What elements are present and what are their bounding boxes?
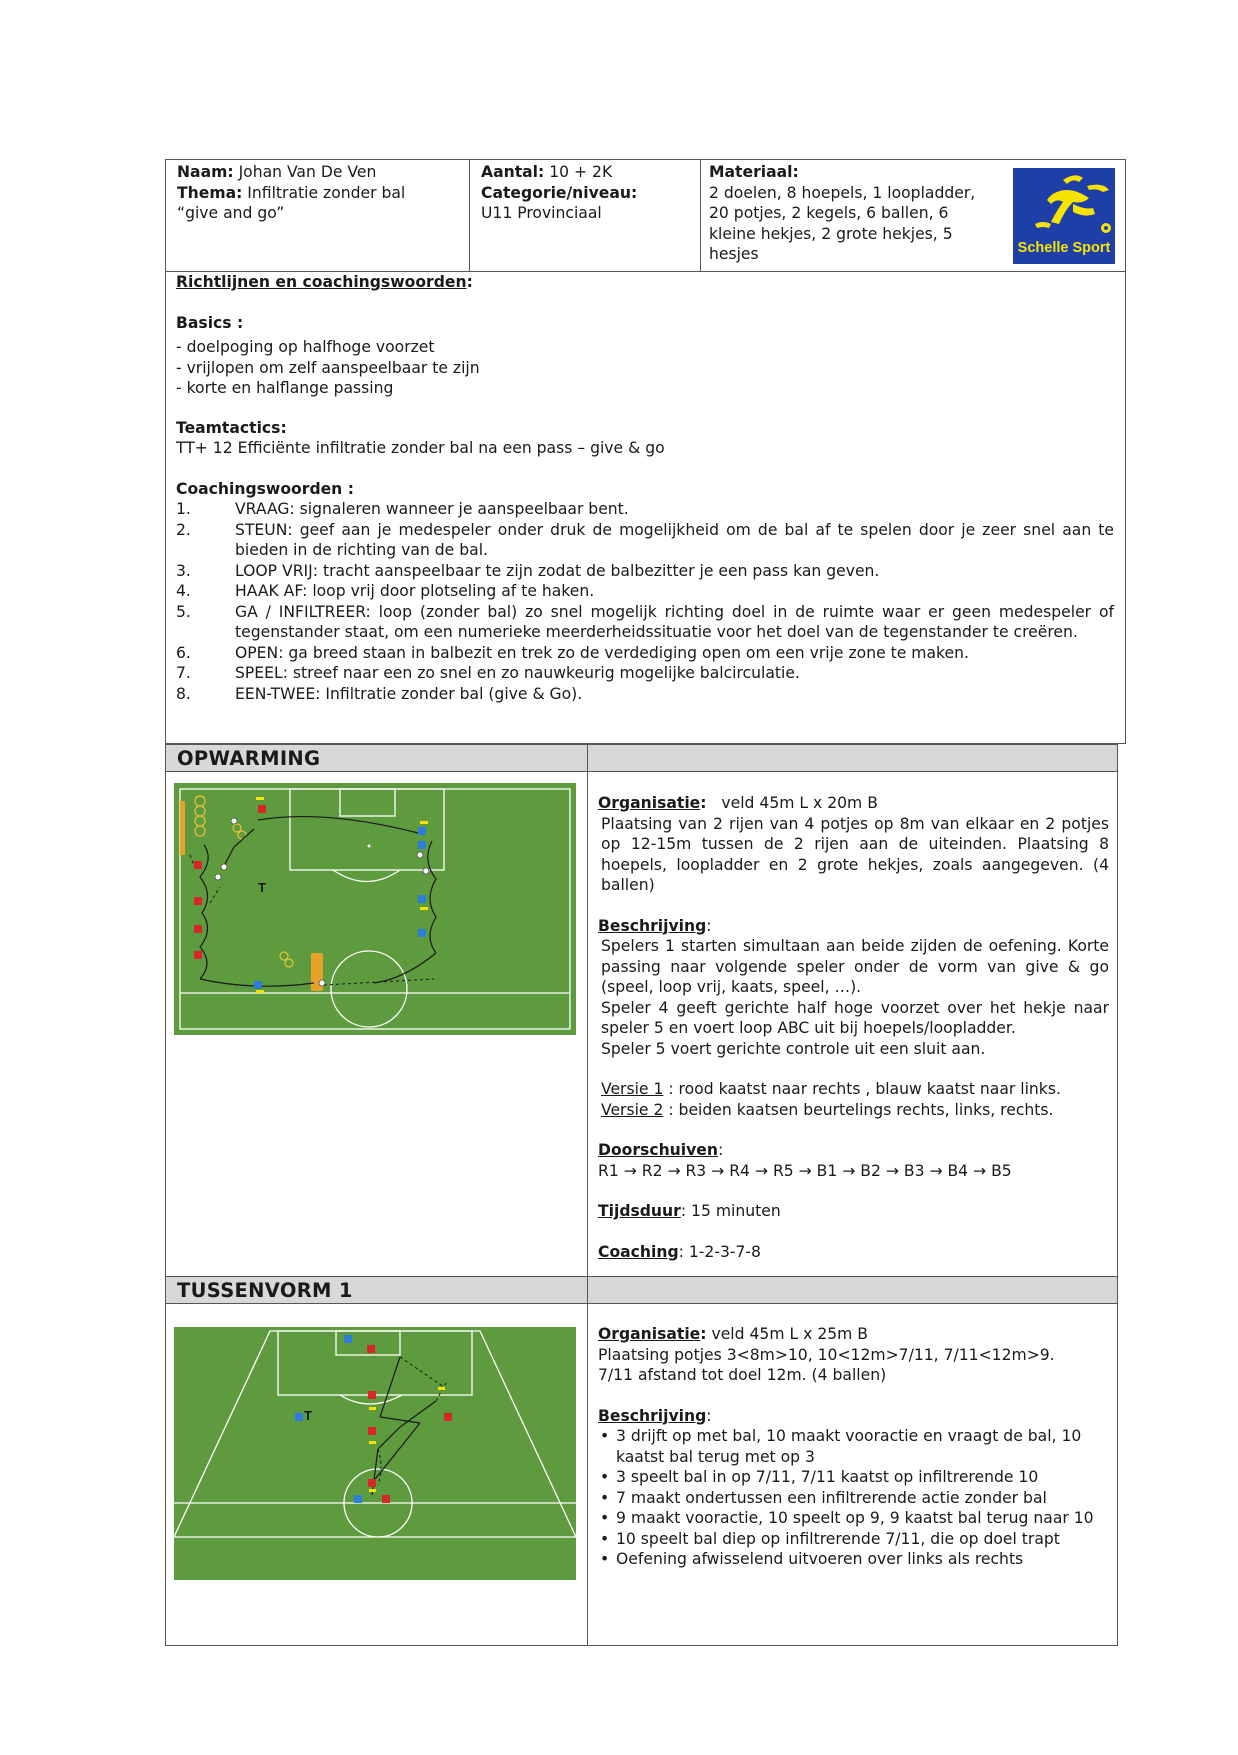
- coaching-item: [176, 561, 1114, 582]
- tv-besch-colon: :: [706, 1406, 712, 1425]
- opw-versie1-text: : rood kaatst naar rechts , blauw kaatst naar links.: [663, 1080, 1061, 1098]
- opwarming-field-t: T: [258, 880, 266, 895]
- coaching-text: EEN-TWEE: Infiltratie zonder bal (give & Go).: [235, 684, 583, 703]
- tussenvorm-text: [598, 1324, 1109, 1570]
- tv-org-value: veld 45m L x 25m B: [711, 1325, 869, 1343]
- coaching-text: HAAK AF: loop vrij door plotseling af te haken.: [235, 582, 595, 600]
- opwarming-field-diagram: [174, 783, 576, 1035]
- opw-versie2-label: Versie 2: [601, 1100, 664, 1119]
- opwarming-field-svg: [174, 783, 576, 1035]
- opw-versie1-label: Versie 1: [601, 1080, 664, 1098]
- opw-besch-text-3: Speler 5 voert gerichte controle uit een sluit aan.: [601, 1039, 986, 1058]
- coaching-num: 8.: [176, 684, 191, 703]
- coaching-num: 6.: [176, 643, 191, 662]
- tv-besch-label: Beschrijving: [598, 1406, 707, 1425]
- tv-bullet-item: • 7 maakt ondertussen een infiltrerende actie zonder bal: [598, 1488, 1109, 1509]
- opw-besch-label: Beschrijving: [598, 916, 707, 935]
- coaching-text: GA / INFILTREER: loop (zonder bal) zo snel mogelijk richting doel in de ruimte waar er geen medespeler of tegenstander staat, om een numerieke meerderheidssituatie voor het doel van de tegenstander te creëren.: [235, 602, 1114, 641]
- opw-versie2-text: : beiden kaatsen beurtelings rechts, links, rechts.: [663, 1100, 1054, 1119]
- opw-coach-text: : 1-2-3-7-8: [678, 1242, 761, 1261]
- coaching-text: OPEN: ga breed staan in balbezit en trek zo de verdediging open om een vrije zone te maken.: [235, 643, 969, 662]
- materiaal-line-2: 20 potjes, 2 kegels, 6 ballen, 6: [709, 204, 949, 222]
- schelle-sport-logo: [1013, 168, 1115, 264]
- coaching-num: 3.: [176, 561, 191, 580]
- naam-label: Naam:: [177, 163, 234, 181]
- opw-tijd-text: : 15 minuten: [680, 1202, 781, 1220]
- basics-title: Basics :: [176, 313, 244, 332]
- thema-label: Thema:: [177, 183, 243, 202]
- coaching-text: STEUN: geef aan je medespeler onder druk de mogelijkheid om de bal af te spelen door je zeer snel aan te bieden in de richting van de bal.: [235, 520, 1114, 559]
- coaching-item: [176, 499, 1114, 520]
- categorie-value: U11 Provinciaal: [481, 204, 602, 222]
- coaching-num: 7.: [176, 664, 191, 682]
- tv-bullet-item: • 10 speelt bal diep op infiltrerende 7/11, die op doel trapt: [598, 1529, 1109, 1550]
- tv-org-colon: :: [700, 1325, 707, 1343]
- aantal-label: Aantal:: [481, 163, 545, 181]
- tv-bullet-list: [598, 1426, 1109, 1570]
- coaching-item: [176, 643, 1114, 664]
- coaching-text: LOOP VRIJ: tracht aanspeelbaar te zijn zodat de balbezitter je een pass kan geven.: [235, 561, 880, 580]
- richtlijnen-content: [176, 272, 1114, 704]
- opw-org-text: Plaatsing van 2 rijen van 4 potjes op 8m van elkaar en 2 potjes op 12-15m tussen de 2 rijen aan de uiteinden. Plaatsing 8 hoepels, loopladder en 2 grote hekjes, zoals aangegeven. (4 ballen): [601, 814, 1109, 894]
- opw-door-colon: :: [717, 1141, 724, 1159]
- opw-org-label: Organisatie: [598, 794, 701, 812]
- header-aantal-cell: [481, 162, 696, 224]
- tv-bullet-item: • 9 maakt vooractie, 10 speelt op 9, 9 kaatst bal terug naar 10: [598, 1508, 1109, 1529]
- opw-org-colon: :: [700, 794, 707, 812]
- tv-org-line-1: Plaatsing potjes 3<8m>10, 10<12m>7/11, 7/11<12m>9.: [598, 1345, 1055, 1364]
- opwarming-title: OPWARMING: [177, 747, 321, 770]
- materiaal-label: Materiaal:: [709, 163, 799, 181]
- header-divider-2: [700, 159, 701, 272]
- opw-besch-text-1: Spelers 1 starten simultaan aan beide zijden de oefening. Korte passing naar volgende speler onder de vorm van give & go (speel, loop vrij, kaats, speel, …).: [601, 937, 1109, 996]
- coaching-text: SPEEL: streef naar een zo snel en zo nauwkeurig mogelijke balcirculatie.: [235, 664, 800, 682]
- aantal-value: 10 + 2K: [549, 163, 613, 181]
- materiaal-line-1: 2 doelen, 8 hoepels, 1 loopladder,: [709, 183, 976, 202]
- coaching-title: Coachingswoorden :: [176, 479, 354, 498]
- tv-bullet-item: • 3 drijft op met bal, 10 maakt vooractie en vraagt de bal, 10 kaatst bal terug met op 3: [598, 1426, 1109, 1467]
- logo-text: Schelle Sport: [1017, 240, 1111, 256]
- header-divider-1: [469, 159, 470, 272]
- tv-org-line-2: 7/11 afstand tot doel 12m. (4 ballen): [598, 1366, 887, 1384]
- coaching-item: [176, 684, 1114, 705]
- coaching-num: 1.: [176, 500, 191, 518]
- header-materiaal-cell: [709, 162, 1009, 265]
- opw-coach-label: Coaching: [598, 1242, 679, 1261]
- teamtactics-title: Teamtactics:: [176, 418, 287, 437]
- basics-item-3: - korte en halflange passing: [176, 379, 394, 397]
- thema-value: Infiltratie zonder bal: [247, 183, 406, 202]
- naam-value: Johan Van De Ven: [238, 163, 377, 181]
- thema-value-2: “give and go”: [177, 204, 285, 222]
- coaching-item: [176, 602, 1114, 643]
- tv-bullet-item: • Oefening afwisselend uitvoeren over links als rechts: [598, 1549, 1109, 1570]
- basics-item-1: - doelpoging op halfhoge voorzet: [176, 338, 435, 356]
- materiaal-line-4: hesjes: [709, 245, 759, 263]
- coaching-num: 5.: [176, 602, 191, 621]
- tussenvorm-title: TUSSENVORM 1: [177, 1279, 353, 1302]
- coaching-item: [176, 581, 1114, 602]
- opw-tijd-label: Tijdsduur: [598, 1202, 681, 1220]
- tv-org-label: Organisatie: [598, 1325, 701, 1343]
- tv-bullet-item: • 3 speelt bal in op 7/11, 7/11 kaatst op infiltrerende 10: [598, 1467, 1109, 1488]
- opw-door-text: R1 → R2 → R3 → R4 → R5 → B1 → B2 → B3 → B4 → B5: [598, 1161, 1012, 1180]
- coaching-num: 4.: [176, 582, 191, 600]
- opw-besch-text-2: Speler 4 geeft gerichte half hoge voorzet over het hekje naar speler 5 en voert loop ABC uit bij hoepels/loopladder.: [601, 998, 1109, 1037]
- tussenvorm-field-t: T: [304, 1408, 312, 1423]
- opwarming-text: [598, 793, 1109, 1262]
- opwarming-header-right: [587, 744, 1118, 772]
- richtlijnen-title: Richtlijnen en coachingswoorden: [176, 273, 467, 291]
- materiaal-line-3: kleine hekjes, 2 grote hekjes, 5: [709, 224, 953, 243]
- opw-org-value: veld 45m L x 20m B: [721, 794, 878, 812]
- coaching-num: 2.: [176, 520, 191, 539]
- coaching-list: [176, 499, 1114, 704]
- tussenvorm-field-svg: [174, 1327, 576, 1580]
- teamtactics-text: TT+ 12 Efficiënte infiltratie zonder bal na een pass – give & go: [176, 439, 665, 457]
- tussenvorm-field-diagram: [174, 1327, 576, 1580]
- richtlijnen-colon: :: [466, 273, 473, 291]
- opw-besch-colon: :: [706, 916, 712, 935]
- basics-item-2: - vrijlopen om zelf aanspeelbaar te zijn: [176, 358, 480, 377]
- tussenvorm-header-right: [587, 1276, 1118, 1304]
- coaching-item: [176, 520, 1114, 561]
- opw-door-label: Doorschuiven: [598, 1141, 718, 1159]
- coaching-item: [176, 663, 1114, 684]
- categorie-label: Categorie/niveau:: [481, 183, 638, 202]
- coaching-text: VRAAG: signaleren wanneer je aanspeelbaar bent.: [235, 500, 629, 518]
- header-name-cell: [177, 162, 467, 224]
